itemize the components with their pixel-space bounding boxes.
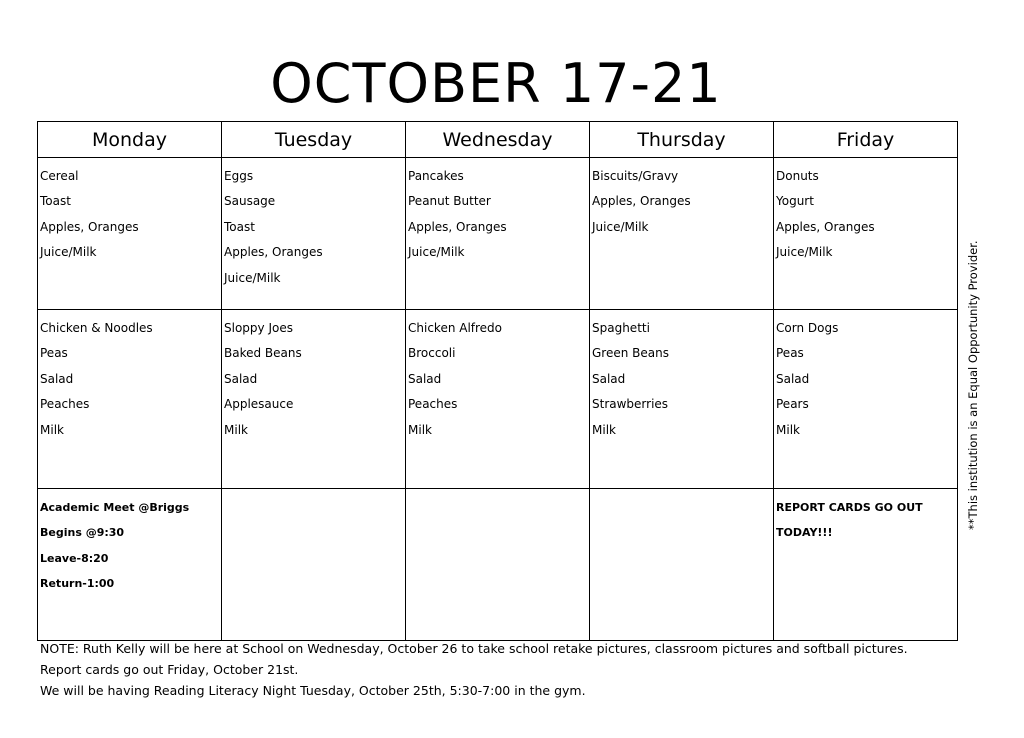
breakfast-cell-tuesday [222,158,406,310]
day-header-thursday: Thursday [590,122,774,158]
menu-item: Juice/Milk [408,245,465,260]
menu-item: Milk [40,422,64,437]
notes-row [38,489,958,641]
menu-item: Milk [408,422,432,437]
menu-item: Milk [776,422,800,437]
lunch-cell-wednesday [406,310,590,489]
lunch-row [38,310,958,489]
menu-item: Juice/Milk [776,245,833,260]
day-header-monday: Monday [38,122,222,158]
breakfast-cell-thursday [590,158,774,310]
event-note: Academic Meet @Briggs [40,501,190,514]
menu-item: Broccoli [408,346,456,361]
menu-item: Sausage [224,194,276,209]
menu-item: Milk [592,422,616,437]
notes-cell-thursday [590,489,774,641]
footer-line-report-cards: Report cards go out Friday, October 21st. [40,662,299,677]
menu-item: Juice/Milk [224,270,281,285]
breakfast-cell-wednesday [406,158,590,310]
menu-item: Strawberries [592,397,669,412]
menu-item: Baked Beans [224,346,302,361]
menu-item: Pears [776,397,809,412]
event-note: Return-1:00 [40,577,115,591]
menu-item: Peanut Butter [408,194,491,209]
menu-item: Salad [776,371,810,386]
menu-item: Salad [40,371,74,386]
lunch-cell-thursday [590,310,774,489]
menu-item: Milk [224,422,248,437]
notes-cell-friday [774,489,958,641]
day-header-wednesday: Wednesday [406,122,590,158]
lunch-cell-monday [38,310,222,489]
event-note: REPORT CARDS GO OUT [776,501,923,514]
menu-item: Salad [408,371,442,386]
menu-item: Chicken Alfredo [408,321,503,335]
menu-item: Peas [776,346,804,361]
notes-cell-tuesday [222,489,406,641]
lunch-cell-friday [774,310,958,489]
day-header-row [38,122,958,158]
event-note: TODAY!!! [776,526,833,540]
breakfast-cell-friday [774,158,958,310]
menu-item: Biscuits/Gravy [592,169,679,183]
menu-item: Applesauce [224,397,294,412]
menu-item: Spaghetti [592,321,650,335]
menu-item: Toast [224,219,255,234]
menu-item: Juice/Milk [592,219,649,234]
menu-item: Chicken & Noodles [40,321,153,335]
menu-item: Sloppy Joes [224,321,293,335]
menu-item: Juice/Milk [40,245,97,260]
menu-item: Donuts [776,169,819,183]
menu-item: Salad [592,371,626,386]
menu-item: Corn Dogs [776,321,839,335]
menu-item: Cereal [40,169,79,183]
breakfast-cell-monday [38,158,222,310]
event-note: Begins @9:30 [40,526,125,540]
menu-item: Apples, Oranges [40,219,139,234]
day-header-friday: Friday [774,122,958,158]
footer-notes [40,638,908,701]
menu-item: Apples, Oranges [408,219,507,234]
footer-line-retake-pictures: NOTE: Ruth Kelly will be here at School on Wednesday, October 26 to take school retake pictures, classroom pictures and softball pictures. [40,641,908,656]
menu-item: Eggs [224,169,254,183]
menu-item: Pancakes [408,169,464,183]
menu-item: Peaches [40,397,90,412]
menu-item: Apples, Oranges [776,219,875,234]
menu-item: Apples, Oranges [224,245,323,260]
day-header-tuesday: Tuesday [222,122,406,158]
menu-item: Toast [40,194,71,209]
menu-item: Apples, Oranges [592,194,691,209]
menu-item: Peaches [408,397,458,412]
footer-line-literacy-night: We will be having Reading Literacy Night Tuesday, October 25th, 5:30-7:00 in the gym. [40,683,586,698]
equal-opportunity-note: **This institution is an Equal Opportunity Provider. [966,240,980,530]
menu-item: Green Beans [592,346,669,361]
menu-item: Yogurt [776,194,814,209]
notes-cell-wednesday [406,489,590,641]
page-title: OCTOBER 17-21 [270,52,722,115]
notes-cell-monday [38,489,222,641]
breakfast-row [38,158,958,310]
event-note: Leave-8:20 [40,551,109,565]
weekly-menu-table [37,121,958,641]
menu-item: Salad [224,371,258,386]
lunch-cell-tuesday [222,310,406,489]
menu-item: Peas [40,346,68,361]
